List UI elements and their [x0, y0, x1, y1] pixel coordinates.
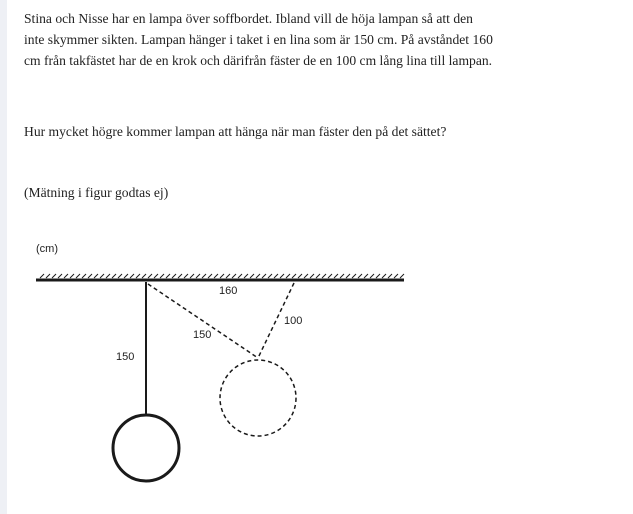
lamp-original [113, 415, 179, 481]
problem-note: (Mätning i figur godtas ej) [24, 185, 169, 200]
label-ceiling-distance: 160 [219, 285, 238, 297]
problem-intro [24, 8, 614, 71]
label-diagonal-line: 150 [193, 329, 212, 341]
diagonal-lamp-line [148, 284, 258, 358]
ceiling [36, 274, 404, 280]
lamp-raised [220, 360, 296, 436]
intro-line-1: Stina och Nisse har en lampa över soffbordet. Ibland vill de höja lampan så att den [24, 11, 473, 26]
lamp-figure [0, 228, 633, 514]
intro-line-3: cm från takfästet har de en krok och därifrån fäster de en 100 cm lång lina till lampan. [24, 53, 493, 68]
problem-text [24, 8, 614, 200]
problem-question: Hur mycket högre kommer lampan att hänga när man fäster den på det sättet? [24, 124, 447, 139]
unit-label: (cm) [36, 243, 58, 255]
label-vertical-line: 150 [116, 351, 135, 363]
intro-line-2: inte skymmer sikten. Lampan hänger i taket i en lina som är 150 cm. På avståndet 160 [24, 32, 493, 47]
label-hook-line: 100 [284, 315, 303, 327]
